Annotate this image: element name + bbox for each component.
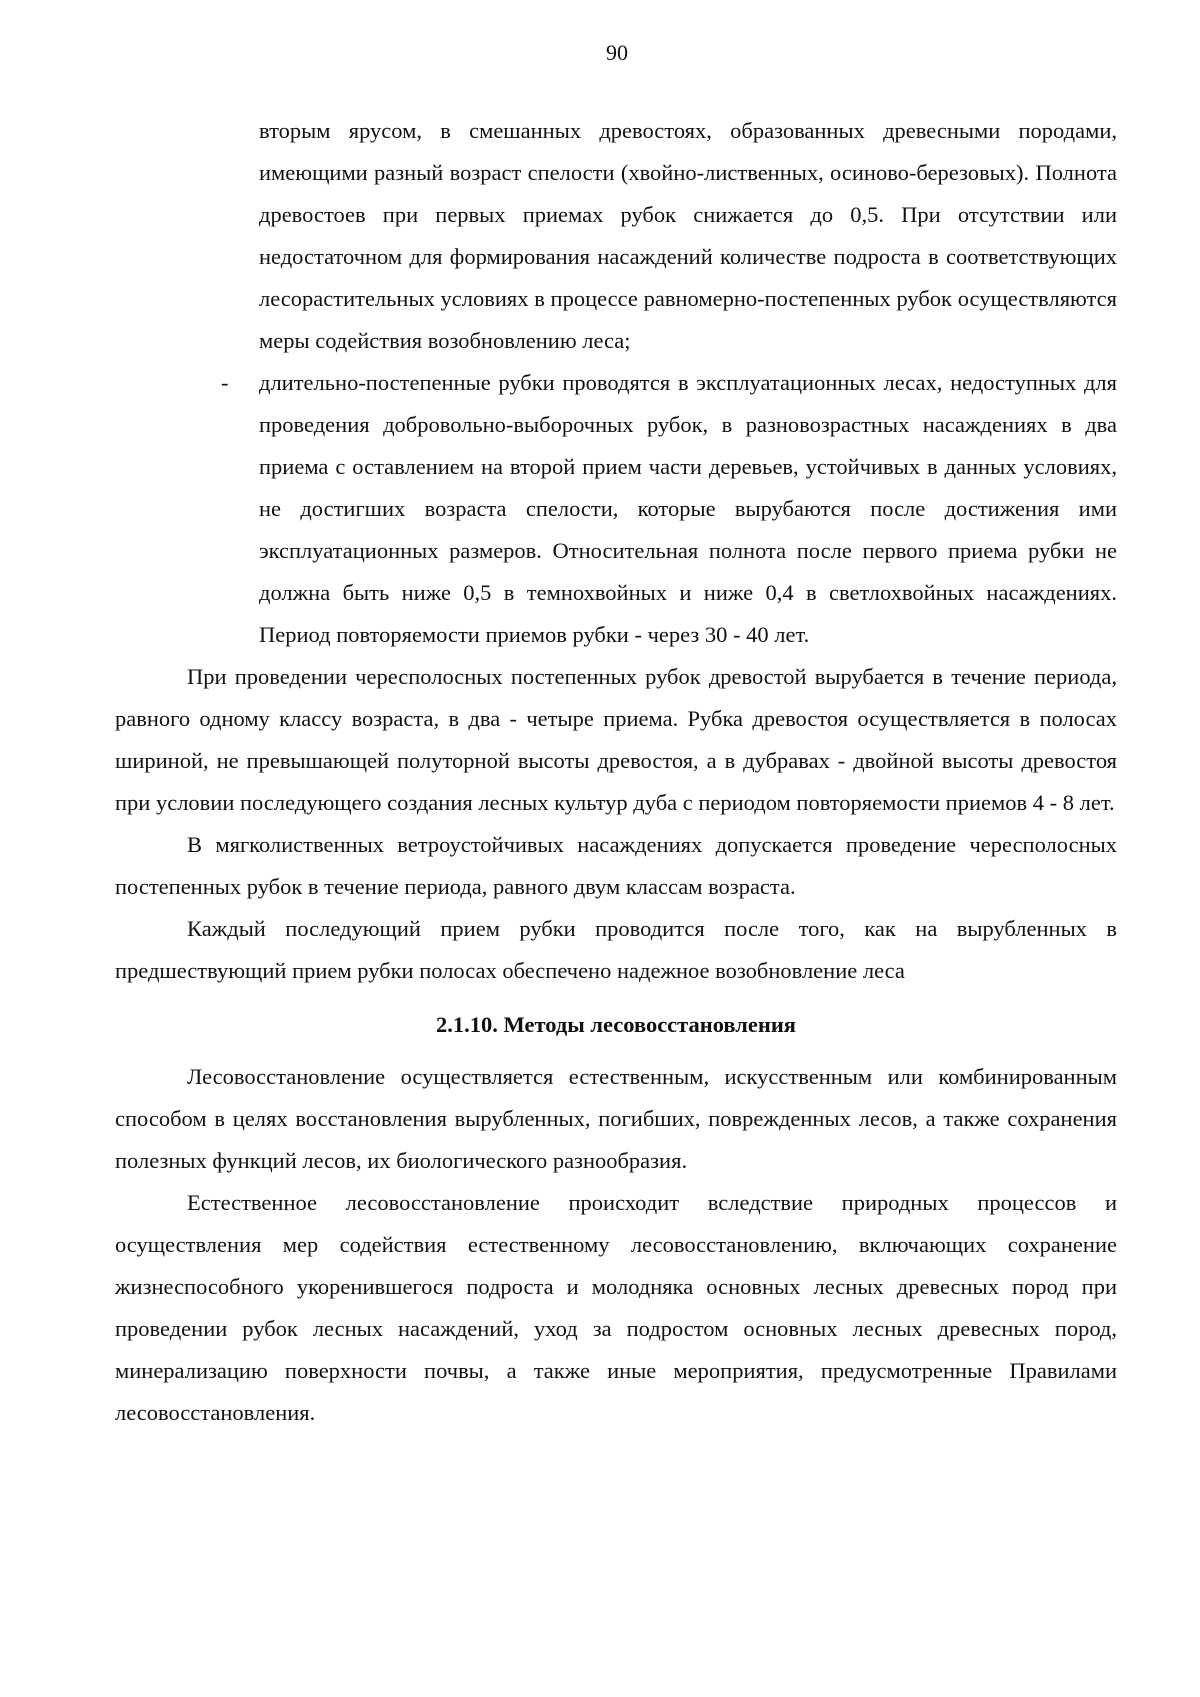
paragraph: При проведении чересполосных постепенных рубок древостой вырубается в течение периода, равного одному классу возраста, в два - четыре приема. Рубка древостоя осуществляется в полосах шириной, не превышающей полуторной высоты древостоя, а в дубравах - двойной высоты древостоя при условии последующего создания лесных культур дуба с периодом повторяемости приемов 4 - 8 лет.	[115, 664, 1117, 815]
list-item-text: длительно-постепенные рубки проводятся в эксплуатационных лесах, недоступных для проведения добровольно-выборочных рубок, в разновозрастных насаждениях в два приема с оставлением на второй прием части деревьев, устойчивых в данных условиях, не достигших возраста спелости, которые вырубаются после достижения ими эксплуатационных размеров. Относительная полнота после первого приема рубки не должна быть ниже 0,5 в темнохвойных и ниже 0,4 в светлохвойных насаждениях. Период повторяемости приемов рубки - через 30 - 40 лет.	[259, 370, 1117, 647]
page-number: 90	[606, 40, 628, 65]
list-bullet-dash: -	[221, 370, 229, 395]
paragraph: Естественное лесовосстановление происходит вследствие природных процессов и осуществления мер содействия естественному лесовосстановлению, включающих сохранение жизнеспособного укоренившегося подроста и молодняка основных лесных древесных пород при проведении рубок лесных насаждений, уход за подростом основных лесных древесных пород, минерализацию поверхности почвы, а также иные мероприятия, предусмотренные Правилами лесовосстановления.	[115, 1190, 1117, 1425]
paragraph: Каждый последующий прием рубки проводится после того, как на вырубленных в предшествующий прием рубки полосах обеспечено надежное возобновление леса	[115, 916, 1117, 983]
section-heading: 2.1.10. Методы лесовосстановления	[436, 1012, 796, 1037]
paragraph: В мягколиственных ветроустойчивых насаждениях допускается проведение чересполосных постепенных рубок в течение периода, равного двум классам возраста.	[115, 832, 1117, 899]
body-text	[115, 110, 1117, 1434]
list-item	[221, 362, 1117, 656]
paragraph: Лесовосстановление осуществляется естественным, искусственным или комбинированным способом в целях восстановления вырубленных, погибших, поврежденных лесов, а также сохранения полезных функций лесов, их биологического разнообразия.	[115, 1064, 1117, 1173]
list-item-continuation: вторым ярусом, в смешанных древостоях, образованных древесными породами, имеющими разный возраст спелости (хвойно-лиственных, осиново-березовых). Полнота древостоев при первых приемах рубок снижается до 0,5. При отсутствии или недостаточном для формирования насаждений количестве подроста в соответствующих лесорастительных условиях в процессе равномерно-постепенных рубок осуществляются меры содействия возобновлению леса;	[259, 118, 1117, 353]
